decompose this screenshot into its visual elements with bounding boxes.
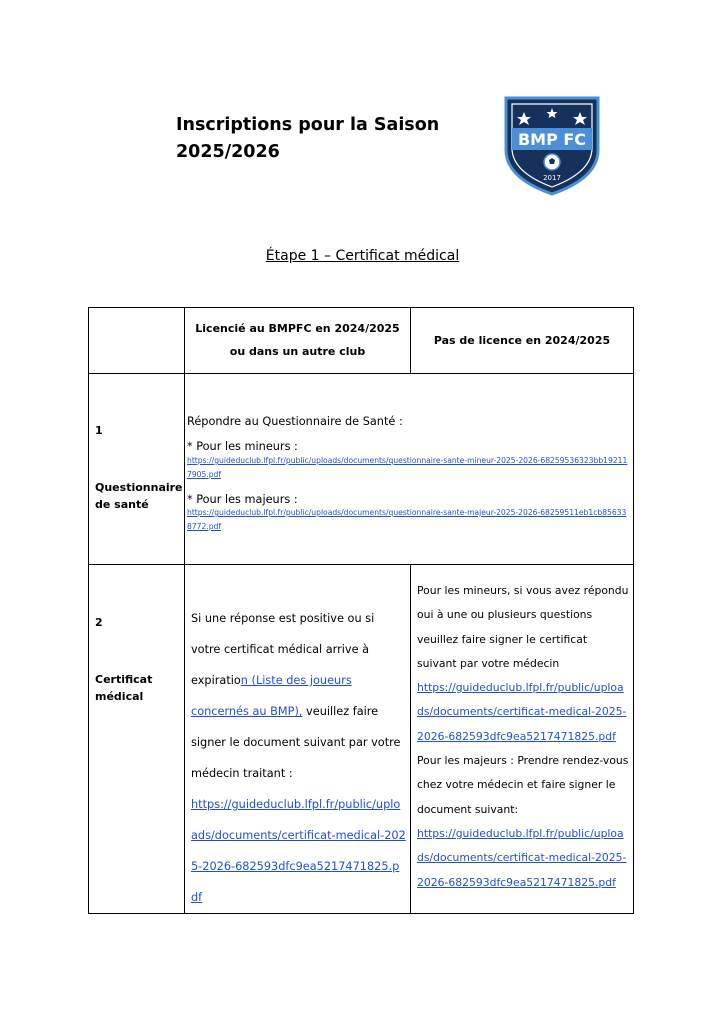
row1-majors-label: * Pour les majeurs : bbox=[187, 493, 298, 506]
table-row bbox=[89, 374, 634, 565]
logo-year: 2017 bbox=[543, 174, 561, 182]
row1-majors-link[interactable]: https://guideduclub.lfpl.fr/public/uploads/documents/questionnaire-sante-majeur-2025-2026-68259511eb1cb856338772.pdf bbox=[187, 508, 627, 531]
row2-majors-certificate-link[interactable]: https://guideduclub.lfpl.fr/public/uploads/documents/certificat-medical-2025-2026-682593dfc9ea5217471825.pdf bbox=[417, 826, 627, 889]
table-row bbox=[89, 565, 634, 914]
table-header-row bbox=[89, 308, 634, 374]
row1-minors-link[interactable]: https://guideduclub.lfpl.fr/public/uploads/documents/questionnaire-sante-mineur-2025-2026-68259536323bb192117905.pdf bbox=[187, 456, 628, 479]
title-line-1: Inscriptions pour la Saison bbox=[176, 115, 440, 135]
row2-licensed-text: Si une réponse est positive ou si votre certificat médical arrive à expiration (Liste des joueurs concernés au BMP), veuillez faire signer le document suivant par votre médecin traitant : https://guideduclub.lfpl.fr/public/uploads/documents/certificat-medical-2025-2026-682593dfc9ea5217471825.pdf bbox=[191, 603, 406, 913]
row1-label-cell bbox=[89, 374, 185, 565]
row2-minors-certificate-link[interactable]: https://guideduclub.lfpl.fr/public/uploads/documents/certificat-medical-2025-2026-682593dfc9ea5217471825.pdf bbox=[417, 681, 627, 743]
header-empty-cell bbox=[89, 308, 185, 374]
row2-number: 2 bbox=[95, 616, 103, 629]
row1-number: 1 bbox=[95, 424, 103, 437]
page-title bbox=[176, 112, 439, 166]
row2-label: Certificat médical bbox=[95, 673, 153, 703]
header-col-no-license: Pas de licence en 2024/2025 bbox=[411, 308, 634, 374]
row2-no-license-text: Pour les mineurs, si vous avez répondu oui à une ou plusieurs questions veuillez faire signer le certificat suivant par votre médecin https://guideduclub.lfpl.fr/public/uploads/documents/certificat-medical-2025-2026-682593dfc9ea5217471825.pdf Pour les majeurs : Prendre rendez-vous chez votre médecin et faire signer le document suivant: https://guideduclub.lfpl.fr/public/uploads/documents/certificat-medical-2025-2026-682593dfc9ea5217471825.pdf bbox=[417, 579, 629, 895]
registration-table bbox=[88, 307, 634, 914]
row1-minors-label: * Pour les mineurs : bbox=[187, 440, 298, 453]
row2-no-license-cell bbox=[411, 565, 634, 914]
row1-label: Questionnaire de santé bbox=[95, 481, 183, 511]
logo-text: BMP FC bbox=[517, 130, 587, 149]
row2-licensed-cell bbox=[185, 565, 411, 914]
step-title: Étape 1 – Certificat médical bbox=[265, 248, 460, 264]
title-line-2: 2025/2026 bbox=[176, 142, 280, 162]
club-logo bbox=[500, 92, 604, 196]
row2-licensed-certificate-link[interactable]: https://guideduclub.lfpl.fr/public/uploads/documents/certificat-medical-2025-2026-682593dfc9ea5217471825.pdf bbox=[191, 798, 406, 904]
header-col-licensed: Licencié au BMPFC en 2024/2025 ou dans un autre club bbox=[185, 308, 411, 374]
players-list-link[interactable]: (Liste des joueurs concernés au BMP), bbox=[191, 674, 352, 718]
row2-label-cell bbox=[89, 565, 185, 914]
row1-intro: Répondre au Questionnaire de Santé : bbox=[187, 415, 403, 428]
row1-content-cell bbox=[185, 374, 634, 565]
